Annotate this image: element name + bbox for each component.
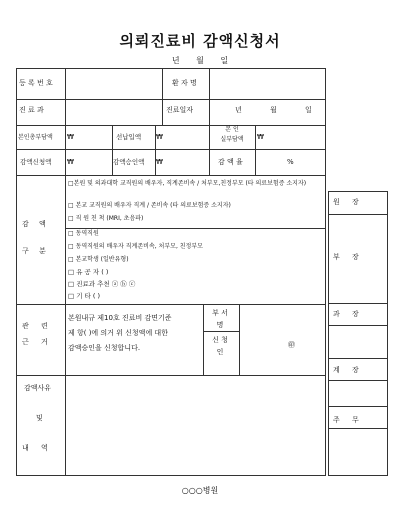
category-label-1: 감 액 <box>22 220 46 228</box>
won-sign-3: ₩ <box>257 133 264 141</box>
reduction-approved-label: 감액승인액 <box>113 158 145 166</box>
applicant-label-1: 신 청 <box>212 336 228 344</box>
approval-team-head: 계 장 <box>333 366 359 374</box>
category-option[interactable]: □ 본교 교직원의 배우자 직계 / 존비속 (타 의료보험증 소지자) <box>68 202 231 209</box>
won-sign-1: ₩ <box>67 133 74 141</box>
self-pay-label: 본인총부담액 <box>18 134 53 141</box>
main-form-table <box>16 68 326 476</box>
visit-date-value: 년 월 일 <box>235 106 312 114</box>
actual-pay-label-1: 본 인 <box>225 126 239 133</box>
category-option[interactable]: □ 본교학생 (일반유형) <box>68 256 129 263</box>
prepaid-label: 선납입액 <box>116 133 142 141</box>
hospital-name: ○○○병원 <box>181 486 219 495</box>
applicant-label-2: 인 <box>216 348 224 356</box>
category-option[interactable]: □본원 및 의과대학 교직원의 배우자, 직계존비속 / 처부모,친정부모 (타 의료보험증 소지자) <box>68 180 307 187</box>
relation-label-2: 근 거 <box>22 338 48 346</box>
reason-label-3: 내 역 <box>22 444 48 452</box>
reduction-rate-label: 감 액 율 <box>218 158 243 166</box>
reason-label-2: 및 <box>36 414 43 422</box>
approval-officer: 주 무 <box>333 416 359 424</box>
seal-mark: ㊞ <box>288 341 295 349</box>
reg-no-label: 등 록 번 호 <box>19 79 53 87</box>
category-option[interactable]: □ 기 타 ( ) <box>68 292 101 300</box>
approval-table <box>328 191 388 476</box>
approval-section-head: 과 장 <box>333 310 359 318</box>
relation-text-3: 감액승인을 신청합니다. <box>68 344 141 352</box>
visit-date-label: 진료일자 <box>166 106 194 114</box>
approval-director: 원 장 <box>333 198 359 206</box>
relation-text-1: 본원내규 제10호 진료비 감면기준 <box>68 314 172 322</box>
category-option[interactable]: □ 동역직원 <box>68 230 99 237</box>
dept-name-label-2: 명 <box>216 321 224 329</box>
category-label-2: 구 분 <box>22 247 46 255</box>
category-option[interactable]: □ 유 공 자 ( ) <box>68 268 109 276</box>
dept-name-label-1: 부 서 <box>212 309 228 317</box>
reduction-request-label: 감액신청액 <box>20 158 52 166</box>
won-sign-5: ₩ <box>156 158 163 166</box>
won-sign-4: ₩ <box>67 158 74 166</box>
won-sign-2: ₩ <box>156 133 163 141</box>
reason-label-1: 감액사유 <box>24 384 52 392</box>
date-line: 년 월 일 <box>171 56 229 65</box>
form-title: 의뢰진료비 감액신청서 <box>119 32 281 50</box>
dept-label: 진 료 과 <box>19 106 44 114</box>
patient-name-label: 환 자 명 <box>172 79 197 87</box>
category-option[interactable]: □ 동역직원의 배우자 직계존비속, 처부모, 친정부모 <box>68 243 203 250</box>
actual-pay-label-2: 실부담액 <box>220 136 244 143</box>
category-option[interactable]: □ 직 원 친 척 (MRI, 초음파) <box>68 215 144 222</box>
relation-label-1: 관 련 <box>22 322 48 330</box>
category-option[interactable]: □ 진료과 추천 ⓐ ⓑ ⓒ <box>68 280 136 288</box>
relation-text-2: 제 항( )에 의거 위 신청액에 대한 <box>68 329 168 337</box>
approval-department-head: 부 장 <box>333 253 359 261</box>
percent-sign: % <box>287 158 294 166</box>
